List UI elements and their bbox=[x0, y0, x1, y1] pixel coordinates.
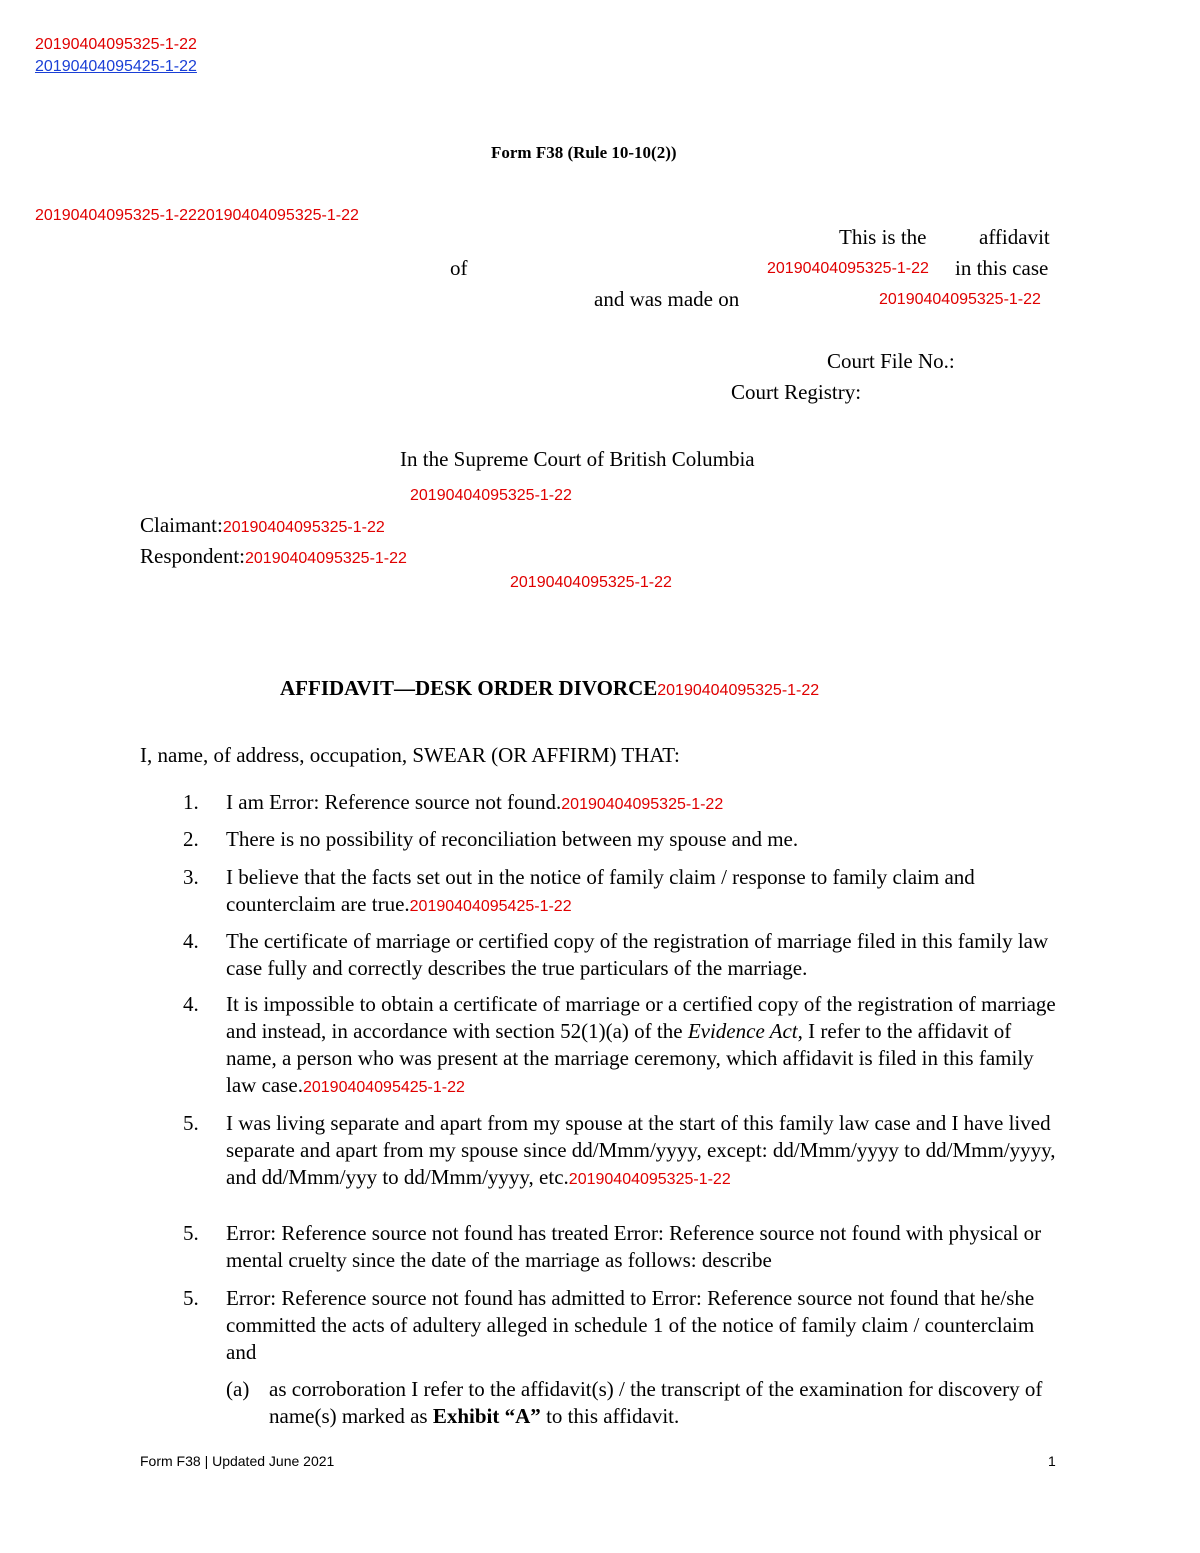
item-text: It is impossible to obtain a certificate of marriage or a certified copy of the registration of marriage and instead, in accordance with section 52(1)(a) of the bbox=[226, 992, 1056, 1043]
of-label: of bbox=[450, 256, 468, 280]
item-text: I was living separate and apart from my spouse at the start of this family law case and I have lived separate and apart from my spouse since dd/Mmm/yyyy, except: dd/Mmm/yyyy to dd/Mmm/yyyy, and dd/Mmm/yyy to dd/Mmm/yyyy, etc. bbox=[226, 1111, 1056, 1189]
item-number: 4. bbox=[183, 929, 199, 953]
sub-item-number: (a) bbox=[226, 1377, 250, 1401]
sub-item-text-after: to this affidavit. bbox=[540, 1404, 680, 1428]
item-text: Error: Reference source not found has treated Error: Reference source not found with physical or mental cruelty since the date of the marriage as follows: describe bbox=[226, 1221, 1042, 1272]
item-code: 20190404095425-1-22 bbox=[302, 1079, 465, 1096]
court-name: In the Supreme Court of British Columbia bbox=[400, 447, 755, 471]
item-number: 5. bbox=[183, 1221, 199, 1245]
claimant-code: 20190404095325-1-22 bbox=[222, 519, 385, 536]
parties-code: 20190404095325-1-22 bbox=[510, 574, 672, 591]
respondent-label: Respondent: bbox=[140, 544, 245, 568]
item-code: 20190404095425-1-22 bbox=[409, 898, 572, 915]
court-registry-label: Court Registry: bbox=[731, 380, 862, 404]
made-on-label: and was made on bbox=[594, 287, 740, 311]
made-on-code: 20190404095325-1-22 bbox=[879, 291, 1041, 308]
sub-item-text: as corroboration I refer to the affidavit(s) / the transcript of the examination for discovery of name(s) marked as bbox=[269, 1377, 1043, 1428]
respondent-row bbox=[140, 544, 407, 569]
heading-title: AFFIDAVIT—DESK ORDER DIVORCE bbox=[280, 676, 658, 700]
code-pair: 20190404095325-1-2220190404095325-1-22 bbox=[35, 207, 359, 224]
item-code: 20190404095325-1-22 bbox=[568, 1171, 731, 1188]
item-number: 3. bbox=[183, 865, 199, 889]
item-text: The certificate of marriage or certified copy of the registration of marriage filed in this family law case fully and correctly describes the true particulars of the marriage. bbox=[226, 929, 1049, 980]
this-is-the-label: This is the bbox=[839, 225, 927, 249]
court-file-no-label: Court File No.: bbox=[827, 349, 955, 373]
claimant-row bbox=[140, 513, 385, 538]
item-number: 2. bbox=[183, 827, 199, 851]
item-text: Error: Reference source not found has admitted to Error: Reference source not found that he/she committed the acts of adultery alleged in schedule 1 of the notice of family claim / counterclaim and bbox=[226, 1286, 1035, 1364]
footer-form-info: Form F38 | Updated June 2021 bbox=[140, 1453, 335, 1469]
respondent-code: 20190404095325-1-22 bbox=[245, 550, 407, 567]
item-number: 4. bbox=[183, 992, 199, 1016]
item-number: 5. bbox=[183, 1111, 199, 1135]
item-text: I am Error: Reference source not found. bbox=[226, 790, 562, 814]
item-code: 20190404095325-1-22 bbox=[561, 796, 724, 813]
item-number: 5. bbox=[183, 1286, 199, 1310]
document-heading bbox=[280, 676, 819, 701]
header-code-1: 20190404095325-1-22 bbox=[35, 36, 197, 53]
item-number: 1. bbox=[183, 790, 199, 814]
item-text-italic: Evidence Act bbox=[687, 1019, 798, 1043]
page-number: 1 bbox=[1048, 1453, 1056, 1469]
deponent-code: 20190404095325-1-22 bbox=[767, 260, 929, 277]
header-code-2-link[interactable]: 20190404095425-1-22 bbox=[35, 58, 197, 75]
claimant-label: Claimant: bbox=[140, 513, 223, 537]
item-text: I believe that the facts set out in the notice of family claim / response to family claim and counterclaim are true. bbox=[226, 865, 975, 916]
exhibit-label: Exhibit “A” bbox=[432, 1404, 541, 1428]
intro-statement: I, name, of address, occupation, SWEAR (OR AFFIRM) THAT: bbox=[140, 743, 680, 767]
affidavit-label: affidavit bbox=[979, 225, 1050, 249]
in-this-case-label: in this case bbox=[955, 256, 1049, 280]
heading-code: 20190404095325-1-22 bbox=[657, 682, 820, 699]
item-text: There is no possibility of reconciliation between my spouse and me. bbox=[226, 827, 799, 851]
court-code: 20190404095325-1-22 bbox=[410, 487, 572, 504]
item-text-after: , I refer to the affidavit of name, a person who was present at the marriage ceremony, which affidavit is filed in this family law case. bbox=[226, 1019, 1034, 1097]
form-title: Form F38 (Rule 10-10(2)) bbox=[491, 143, 677, 162]
